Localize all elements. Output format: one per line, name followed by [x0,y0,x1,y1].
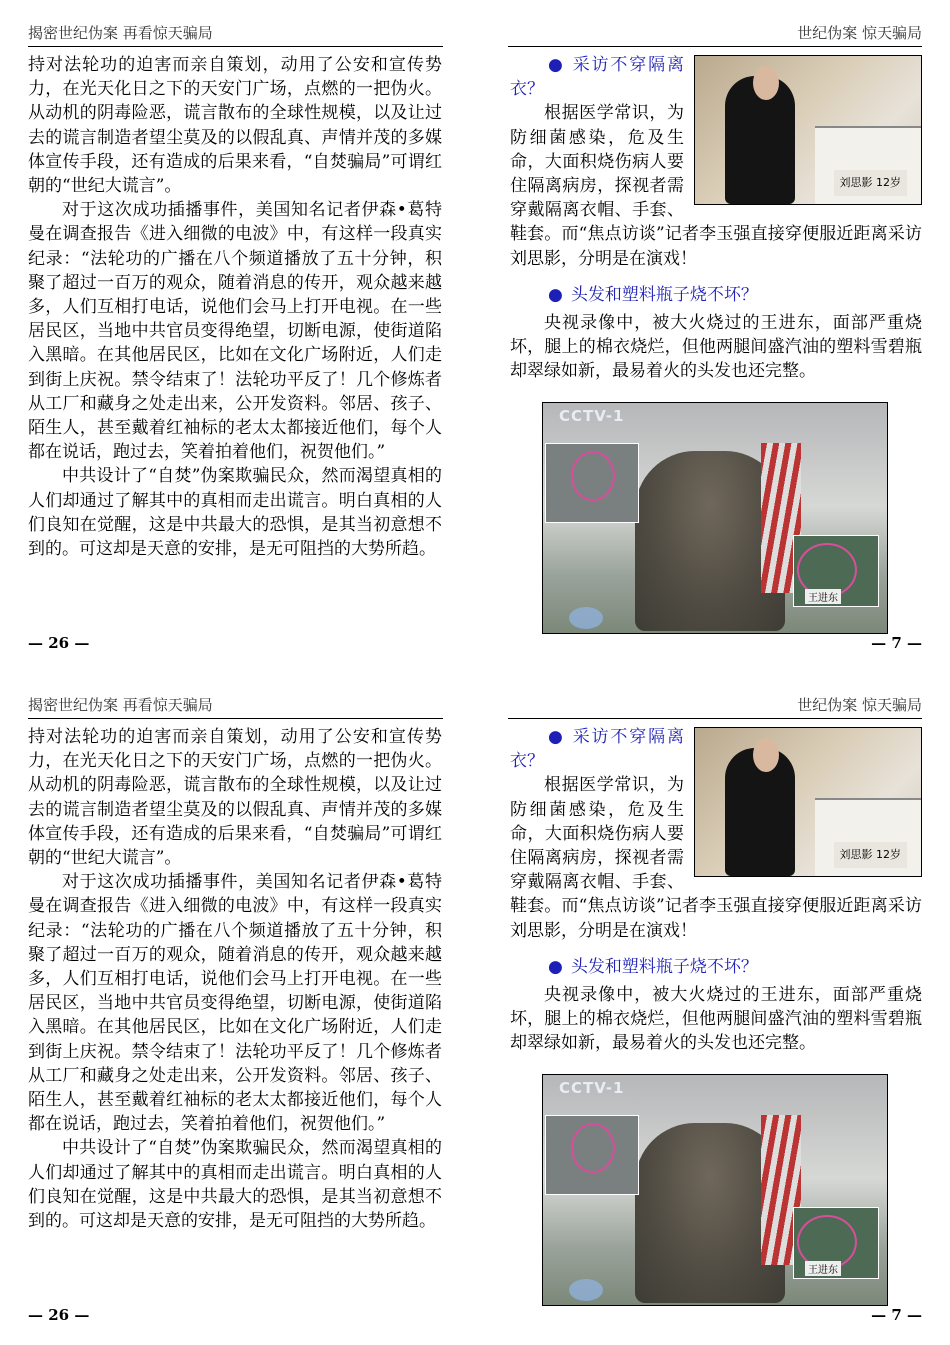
paragraph: 持对法轮功的迫害而亲自策划，动用了公安和宣传势力，在光天化日之下的天安门广场，点燃的一把伪火。从动机的阴毒险恶，谎言散布的全球性规模，以及让过去的谎言制造者望尘莫及的以假乱真、声情并茂的多媒体宣传手段，还有造成的后果来看，“自焚骗局”可谓红朝的“世纪大谎言”。 [28,727,442,869]
page-spread-top [0,0,950,672]
section-heading: 头发和塑料瓶子烧不坏？ [570,956,758,977]
section-body: 根据医学常识，为防细菌感染，危及生命，大面积烧伤病人要住隔离病房，探视者需穿戴隔离衣帽、手套、鞋套。而“焦点访谈”记者李玉强直接穿便服近距离采访刘思影，分明是在演戏！ [510,775,922,941]
bullet-icon: ● [548,55,565,75]
paragraph: 中共设计了“自焚”伪案欺骗民众，然而渴望真相的人们却通过了解其中的真相而走出谎言。明白真相的人们良知在觉醒，这是中共最大的恐惧，是其当初意想不到的。可这却是天意的安排，是无可阻挡的大势所趋。 [28,1138,442,1232]
cctv-logo-icon [569,607,603,629]
section-body: 央视录像中，被大火烧过的王进东，面部严重烧坏，腿上的棉衣烧烂，但他两腿间盛汽油的塑料雪碧瓶却翠绿如新，最易着火的头发也还完整。 [510,313,922,382]
running-header-left: 揭密世纪伪案 再看惊天骗局 [28,22,443,47]
paragraph: 对于这次成功插播事件，美国知名记者伊森•葛特曼在调查报告《进入细微的电波》中，有这样一段真实纪录：“法轮功的广播在八个频道播放了五十分钟，积聚了超过一百万的观众，随着消息的传开，观众越来越多，人们互相打电话，说他们会马上打开电视。在一些居民区，当地中共官员变得绝望，切断电源，使街道陷入黑暗。在其他居民区，比如在文化广场附近，人们走到街上庆祝。禁令结束了！法轮功平反了！几个修炼者从工厂和藏身之处走出来，公开发资料。邻居、孩子、陌生人，甚至戴着红袖标的老太太都接近他们，每个人都在说话，跑过去，笑着拍着他们，祝贺他们。” [28,872,442,1135]
paragraph: 中共设计了“自焚”伪案欺骗民众，然而渴望真相的人们却通过了解其中的真相而走出谎言。明白真相的人们良知在觉醒，这是中共最大的恐惧，是其当初意想不到的。可这却是天意的安排，是无可阻挡的大势所趋。 [28,466,442,560]
running-header-right: 世纪伪案 惊天骗局 [508,694,922,719]
section-heading: 头发和塑料瓶子烧不坏？ [570,284,758,305]
photo-wang-jindong [542,1074,888,1306]
right-column-text [510,53,922,384]
photo-caption: 王进东 [805,589,841,604]
highlight-circle [571,451,615,501]
page-number-left: — 26 — [28,1306,90,1324]
running-header-right: 世纪伪案 惊天骗局 [508,22,922,47]
left-column-text [28,53,442,561]
photo-hospital-interview [694,727,922,877]
bullet-icon: ● [548,956,563,977]
section-body: 央视录像中，被大火烧过的王进东，面部严重烧坏，腿上的棉衣烧烂，但他两腿间盛汽油的塑料雪碧瓶却翠绿如新，最易着火的头发也还完整。 [510,985,922,1054]
running-header-left: 揭密世纪伪案 再看惊天骗局 [28,694,443,719]
photo-wang-jindong [542,402,888,634]
page-number-right: — 7 — [871,1306,922,1324]
section-heading: 采访不穿隔离衣？ [510,55,684,100]
section-body: 根据医学常识，为防细菌感染，危及生命，大面积烧伤病人要住隔离病房，探视者需穿戴隔离衣帽、手套、鞋套。而“焦点访谈”记者李玉强直接穿便服近距离采访刘思影，分明是在演戏！ [510,103,922,269]
paragraph: 持对法轮功的迫害而亲自策划，动用了公安和宣传势力，在光天化日之下的天安门广场，点燃的一把伪火。从动机的阴毒险恶，谎言散布的全球性规模，以及让过去的谎言制造者望尘莫及的以假乱真、声情并茂的多媒体宣传手段，还有造成的后果来看，“自焚骗局”可谓红朝的“世纪大谎言”。 [28,55,442,197]
section-heading: 采访不穿隔离衣？ [510,727,684,772]
cctv-logo-icon [569,1279,603,1301]
tv-logo: CCTV-1 [559,407,625,425]
highlight-circle [571,1123,615,1173]
photo-face [753,66,779,100]
page-spread-bottom [0,672,950,1344]
bullet-icon: ● [548,727,565,747]
tv-logo: CCTV-1 [559,1079,625,1097]
photo-caption: 刘思影 12岁 [834,170,908,196]
paragraph: 对于这次成功插播事件，美国知名记者伊森•葛特曼在调查报告《进入细微的电波》中，有这样一段真实纪录：“法轮功的广播在八个频道播放了五十分钟，积聚了超过一百万的观众，随着消息的传开，观众越来越多，人们互相打电话，说他们会马上打开电视。在一些居民区，当地中共官员变得绝望，切断电源，使街道陷入黑暗。在其他居民区，比如在文化广场附近，人们走到街上庆祝。禁令结束了！法轮功平反了！几个修炼者从工厂和藏身之处走出来，公开发资料。邻居、孩子、陌生人，甚至戴着红袖标的老太太都接近他们，每个人都在说话，跑过去，笑着拍着他们，祝贺他们。” [28,200,442,463]
photo-caption: 刘思影 12岁 [834,842,908,868]
photo-caption: 王进东 [805,1261,841,1276]
photo-face [753,738,779,772]
page-number-right: — 7 — [871,634,922,652]
bullet-icon: ● [548,284,563,305]
photo-hospital-interview [694,55,922,205]
page-number-left: — 26 — [28,634,90,652]
right-column-text [510,725,922,1056]
left-column-text [28,725,442,1233]
